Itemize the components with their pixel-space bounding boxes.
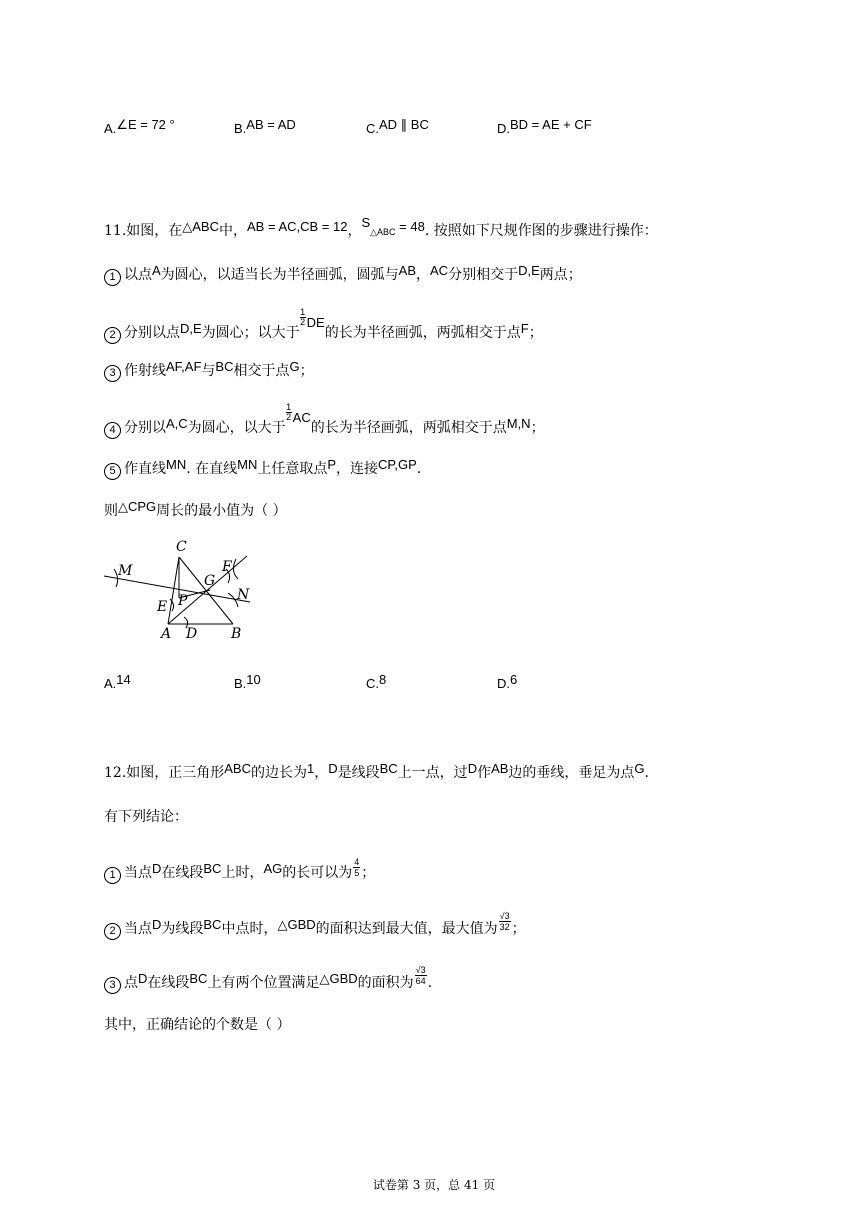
text: 作: [477, 765, 492, 781]
q11-option-c[interactable]: [366, 673, 386, 692]
q12-conclusion-1: [104, 856, 376, 884]
text: ；: [361, 865, 376, 881]
math: CP,GP: [378, 457, 417, 472]
math: DE: [306, 315, 325, 330]
q12-question: 其中，正确结论的个数是（ ）: [104, 1017, 291, 1033]
triangle-symbol: △: [277, 917, 288, 932]
math: MN: [237, 457, 258, 472]
q11-step-5: [104, 458, 421, 479]
label-e: E: [157, 599, 168, 615]
text: 中点时，: [221, 921, 278, 937]
math: D,E: [180, 321, 202, 336]
math: AB: [491, 761, 509, 776]
text: ；: [511, 921, 526, 937]
text: 上任意取点: [257, 461, 328, 477]
math: D: [328, 761, 338, 776]
circled-number: 4: [104, 422, 121, 439]
q11-option-a[interactable]: [104, 673, 131, 692]
text: 则: [104, 503, 118, 519]
text: ；: [530, 420, 545, 436]
math: G: [289, 359, 300, 374]
text: 的长为半径画弧，两弧相交于点: [324, 325, 521, 341]
text: ，: [347, 223, 362, 239]
math: GBD: [329, 971, 358, 986]
circled-number: 1: [104, 867, 121, 884]
option-text: ∠E = 72 °: [116, 117, 175, 132]
q11-stem: [104, 215, 658, 240]
fraction-one-half: [300, 308, 306, 327]
text: 作直线: [124, 461, 166, 477]
label-n: N: [237, 587, 250, 603]
math: G: [634, 761, 645, 776]
text: ，: [314, 765, 329, 781]
fraction-denominator: 32: [499, 921, 510, 932]
math: D: [152, 917, 162, 932]
option-text: 14: [116, 672, 131, 687]
text: 如图，在: [126, 223, 183, 239]
line-mn: [104, 576, 250, 602]
fraction-denominator: 2: [300, 317, 306, 327]
math: D,E: [518, 263, 540, 278]
fraction-denominator: 64: [415, 975, 426, 986]
text: 为圆心，以大于: [187, 420, 286, 436]
math: AF,AF: [166, 359, 202, 374]
arc-mark-f2: [233, 559, 238, 579]
math: M,N: [506, 416, 531, 431]
label-b: B: [231, 626, 242, 642]
question-number: 11.: [104, 223, 127, 239]
option-letter: B.: [234, 121, 247, 136]
option-letter: A.: [104, 121, 117, 136]
label-f: F: [222, 559, 232, 575]
text: 与: [201, 363, 216, 379]
circled-number: 3: [104, 365, 121, 382]
label-m: M: [118, 563, 133, 579]
math: F: [520, 321, 529, 336]
q10-option-c[interactable]: [366, 118, 429, 137]
circled-number: 5: [104, 463, 121, 480]
math: BC: [379, 761, 398, 776]
q11-option-d[interactable]: [497, 673, 517, 692]
math: A: [152, 263, 161, 278]
q10-option-d[interactable]: [497, 118, 592, 137]
text: 为圆心；以大于: [201, 325, 300, 341]
text: 作射线: [124, 363, 166, 379]
text: 为圆心，以适当长为半径画弧，圆弧与: [160, 267, 399, 283]
text: 分别以点: [124, 325, 180, 341]
fraction-one-half: [286, 403, 292, 422]
math: AC: [430, 263, 449, 278]
math: BC: [203, 917, 222, 932]
q10-option-a[interactable]: [104, 118, 175, 137]
text: .: [644, 765, 649, 781]
fraction: [499, 911, 511, 932]
option-letter: B.: [234, 676, 247, 691]
segment-ac: [168, 557, 179, 624]
label-p: P: [178, 593, 188, 609]
option-text: BD = AE + CF: [510, 117, 592, 132]
math: ABC: [224, 761, 251, 776]
text: 为线段: [161, 921, 204, 937]
text: 在线段: [161, 865, 204, 881]
math: AG: [263, 861, 283, 876]
circled-number: 2: [104, 923, 121, 940]
text: .: [427, 975, 433, 991]
question-number: 12.: [104, 765, 127, 781]
q11-step-2: [104, 307, 543, 343]
q11-step-3: [104, 360, 314, 381]
text: 边的垂线，垂足为点: [508, 765, 635, 781]
math: = 48: [395, 219, 425, 234]
option-letter: A.: [104, 676, 117, 691]
text: ；: [528, 325, 543, 341]
triangle-symbol: △: [182, 219, 193, 234]
q10-option-b[interactable]: [234, 118, 296, 137]
math: AC: [292, 410, 311, 425]
text: 分别以: [124, 420, 166, 436]
label-d: D: [186, 626, 198, 642]
fraction-numerator: 1: [286, 402, 292, 412]
text: 的面积为: [357, 975, 414, 991]
q12-conclusion-3: [104, 964, 433, 994]
q12-intro: 有下列结论：: [104, 809, 188, 825]
math: S: [361, 215, 371, 230]
math: AB = AC,CB = 12: [247, 219, 348, 234]
fraction-numerator: 4: [354, 856, 360, 867]
option-text: 10: [246, 672, 261, 687]
text: 当点: [124, 921, 152, 937]
fraction-numerator: √3: [415, 964, 426, 975]
math: D: [467, 761, 478, 776]
math: A,C: [166, 416, 188, 431]
option-text: 8: [379, 672, 387, 687]
option-letter: D.: [497, 121, 510, 136]
text: 中，: [219, 223, 247, 239]
math: BC: [203, 861, 222, 876]
math: GBD: [287, 917, 316, 932]
math: AB: [398, 263, 417, 278]
text: 如图，正三角形: [126, 765, 225, 781]
text: 以点: [124, 267, 152, 283]
text: 当点: [124, 865, 152, 881]
fraction-denominator: 2: [286, 412, 292, 422]
text: 是线段: [337, 765, 380, 781]
circled-number: 3: [104, 977, 121, 994]
text: .: [416, 461, 422, 477]
option-text: AD ∥ BC: [379, 117, 429, 132]
math: ABC: [192, 219, 219, 234]
text: 周长的最小值为（ ）: [156, 503, 287, 519]
fraction: [353, 857, 360, 878]
text: 分别相交于: [448, 267, 519, 283]
math: D: [152, 861, 162, 876]
text: 相交于点: [233, 363, 290, 379]
text: 上时，: [221, 865, 264, 881]
q11-step-1: [104, 264, 582, 285]
triangle-symbol: △: [319, 971, 330, 986]
text: 的长可以为: [282, 865, 353, 881]
math-subscript: △ABC: [370, 227, 396, 237]
text: ，连接: [336, 461, 379, 477]
fraction-numerator: 1: [300, 307, 306, 317]
math: 1: [307, 761, 315, 776]
circled-number: 1: [104, 269, 121, 286]
label-c: C: [176, 539, 187, 555]
fraction: [415, 965, 427, 986]
fraction-denominator: 5: [354, 867, 360, 878]
q12-stem: [104, 762, 649, 782]
math: D: [138, 971, 148, 986]
text: 的面积达到最大值，最大值为: [315, 921, 498, 937]
option-letter: C.: [366, 121, 379, 136]
q12-conclusion-2: [104, 910, 526, 940]
triangle-symbol: △: [118, 499, 128, 514]
math: P: [327, 457, 337, 472]
q11-question: [104, 500, 287, 520]
math: CPG: [128, 499, 157, 514]
text: 的边长为: [251, 765, 307, 781]
text: 的长为半径画弧，两弧相交于点: [310, 420, 507, 436]
text: 点: [124, 975, 138, 991]
fraction-numerator: √3: [499, 910, 510, 921]
text: 两点；: [539, 267, 582, 283]
text: 上一点，过: [397, 765, 468, 781]
q11-option-b[interactable]: [234, 673, 261, 692]
label-g: G: [204, 573, 216, 589]
text: ，: [416, 267, 431, 283]
text: . 在直线: [186, 461, 238, 477]
label-a: A: [161, 626, 172, 642]
option-text: 6: [510, 672, 518, 687]
page-footer: 试卷第 3 页，总 41 页: [372, 1178, 496, 1192]
option-letter: C.: [366, 676, 379, 691]
math: MN: [166, 457, 187, 472]
circled-number: 2: [104, 327, 121, 344]
option-text: AB = AD: [246, 117, 296, 132]
text: 上有两个位置满足: [207, 975, 320, 991]
math: BC: [189, 971, 208, 986]
option-letter: D.: [497, 676, 510, 691]
q11-geometry-figure: [100, 535, 260, 645]
text: . 按照如下尺规作图的步骤进行操作：: [424, 223, 658, 239]
text: ；: [299, 363, 314, 379]
math: BC: [215, 359, 234, 374]
text: 在线段: [147, 975, 190, 991]
q11-step-4: [104, 402, 545, 438]
